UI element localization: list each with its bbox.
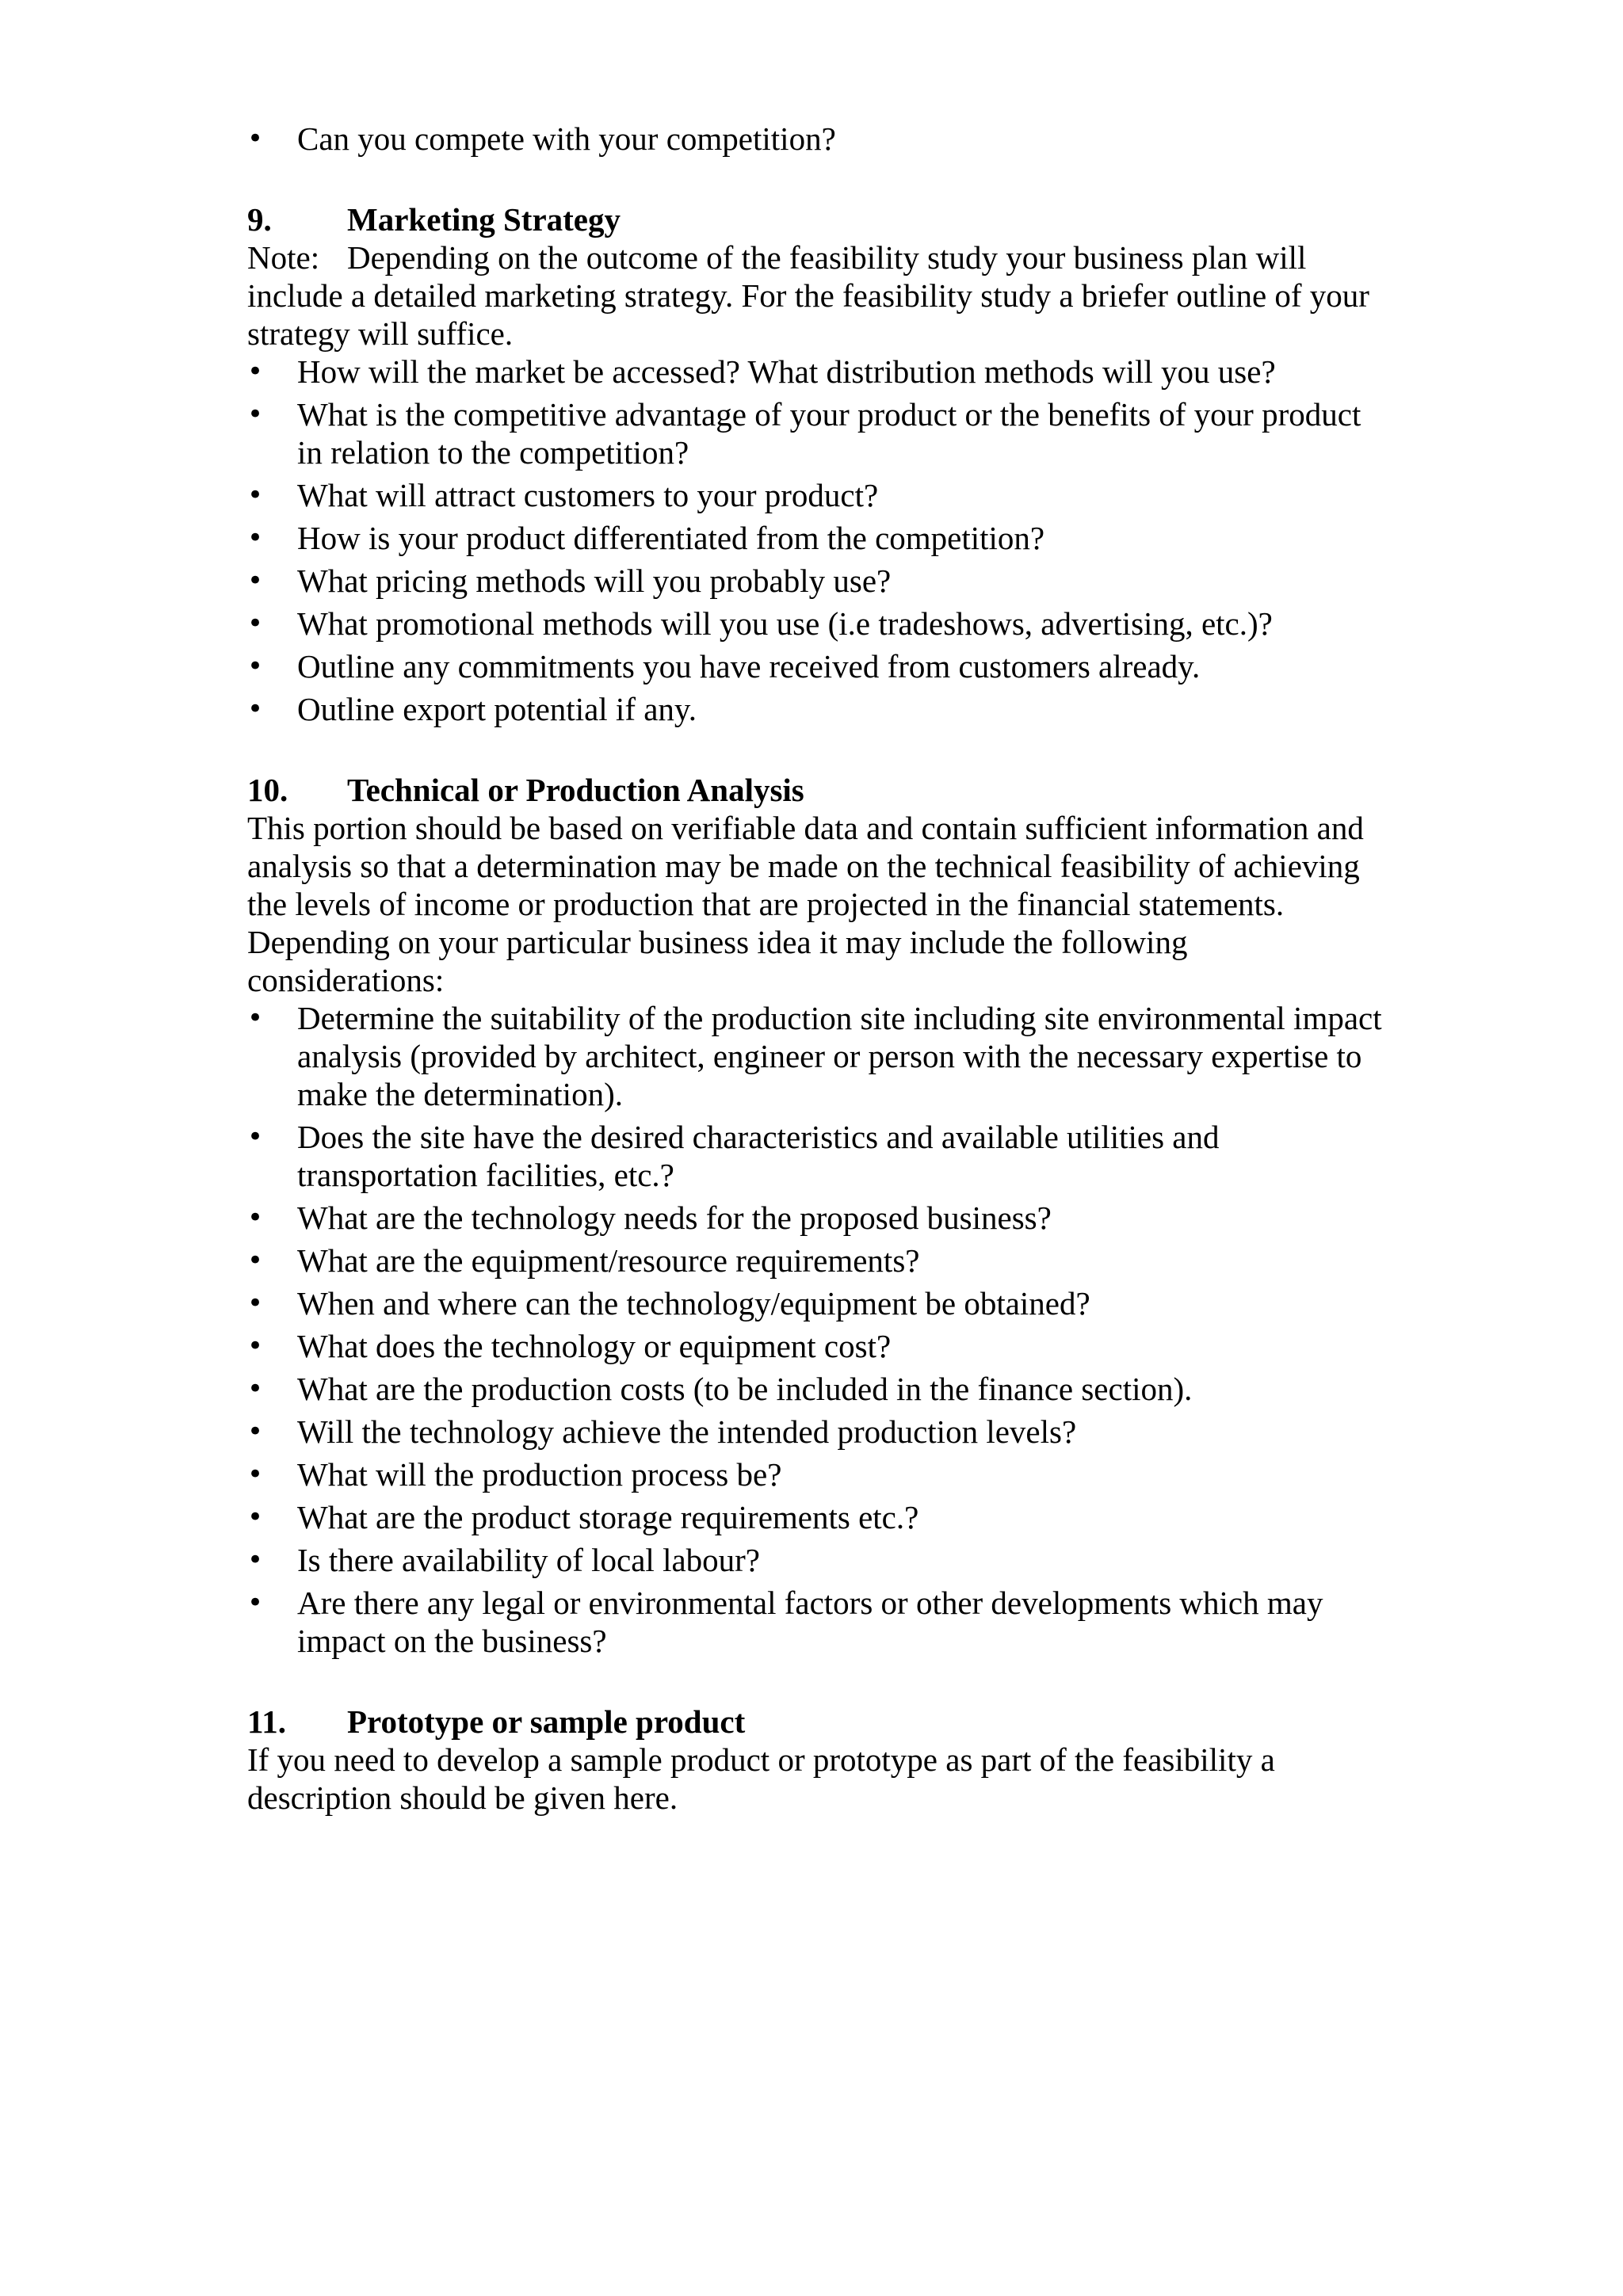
bullet-item: • Can you compete with your competition? [247, 120, 1388, 158]
section-number: 11. [247, 1703, 286, 1740]
spacer [247, 1665, 1388, 1703]
section-title: Prototype or sample product [347, 1703, 746, 1740]
list-item: • Does the site have the desired characteristics and available utilities and transportation facilities, etc.? [247, 1118, 1388, 1194]
list-item: • What will attract customers to your product? [247, 476, 1388, 514]
list-item: • Is there availability of local labour? [247, 1541, 1388, 1579]
spacer [247, 733, 1388, 771]
section-note [247, 238, 1388, 353]
list-item: • What are the production costs (to be included in the finance section). [247, 1370, 1388, 1408]
list-item: • Outline any commitments you have received from customers already. [247, 647, 1388, 685]
note-text: Depending on the outcome of the feasibility study your business plan will include a detailed marketing strategy. For the feasibility study a briefer outline of your strategy will suffice. [247, 239, 1369, 352]
list-item: • What are the technology needs for the proposed business? [247, 1199, 1388, 1237]
list-item: • Determine the suitability of the production site including site environmental impact analysis (provided by architect, engineer or person with the necessary expertise to make the determination). [247, 999, 1388, 1113]
section-heading-11 [247, 1703, 1388, 1741]
list-item: • Outline export potential if any. [247, 690, 1388, 728]
list-item: • What will the production process be? [247, 1455, 1388, 1493]
page-content [247, 120, 1388, 1817]
section-text: If you need to develop a sample product or prototype as part of the feasibility a description should be given here. [247, 1741, 1275, 1816]
list-item: • What does the technology or equipment cost? [247, 1327, 1388, 1365]
list-item: • Will the technology achieve the intended production levels? [247, 1413, 1388, 1451]
section-number: 10. [247, 772, 288, 808]
section-title: Technical or Production Analysis [347, 772, 804, 808]
section-heading-10 [247, 771, 1388, 809]
list-item: • What is the competitive advantage of your product or the benefits of your product in relation to the competition? [247, 395, 1388, 471]
list-item: • When and where can the technology/equipment be obtained? [247, 1284, 1388, 1322]
marketing-bullet-list [247, 353, 1388, 728]
section-intro: This portion should be based on verifiable data and contain sufficient information and analysis so that a determination may be made on the technical feasibility of achieving the levels of income or production that are projected in the financial statements. Depending on your particular business idea it may include the following considerations: [247, 810, 1364, 998]
list-item: • Are there any legal or environmental factors or other developments which may impact on the business? [247, 1584, 1388, 1660]
list-item: • What are the equipment/resource requirements? [247, 1241, 1388, 1280]
list-item: • What promotional methods will you use (i.e tradeshows, advertising, etc.)? [247, 605, 1388, 643]
section-title: Marketing Strategy [347, 201, 621, 238]
note-label: Note: [247, 239, 320, 276]
list-item: • What pricing methods will you probably use? [247, 562, 1388, 600]
list-item: • How will the market be accessed? What distribution methods will you use? [247, 353, 1388, 391]
technical-bullet-list [247, 999, 1388, 1660]
list-item: • What are the product storage requirements etc.? [247, 1498, 1388, 1536]
section-heading-9 [247, 200, 1388, 238]
spacer [247, 162, 1388, 200]
section-number: 9. [247, 201, 272, 238]
list-item: • How is your product differentiated from the competition? [247, 519, 1388, 557]
